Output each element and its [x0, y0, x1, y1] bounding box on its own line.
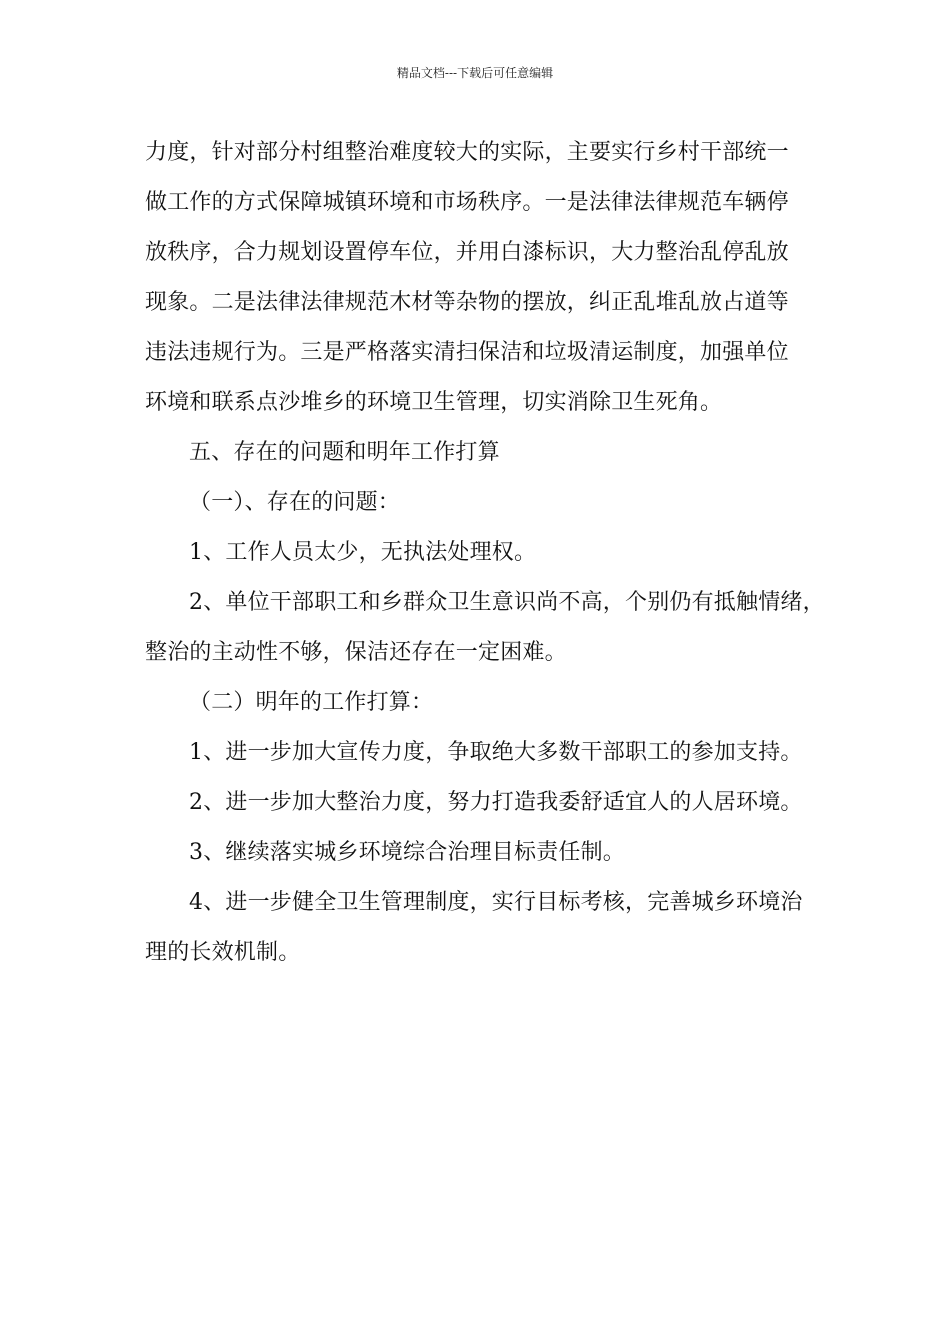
document-body	[145, 128, 825, 978]
subsection-heading: （一）、存在的问题：	[189, 490, 401, 515]
list-item: 4、进一步健全卫生管理制度，实行目标考核，完善城乡环境治	[189, 890, 803, 915]
page-header: 精品文档---下载后可任意编辑	[396, 66, 554, 80]
subsection-heading: （二）明年的工作打算：	[189, 690, 434, 715]
list-item: 2、进一步加大整治力度，努力打造我委舒适宜人的人居环境。	[189, 790, 803, 815]
paragraph-line: 现象。二是法律法律规范木材等杂物的摆放，纠正乱堆乱放占道等	[145, 290, 789, 315]
paragraph-line: 做工作的方式保障城镇环境和市场秩序。一是法律法律规范车辆停	[145, 190, 789, 215]
paragraph-line: 环境和联系点沙堆乡的环境卫生管理，切实消除卫生死角。	[145, 390, 723, 415]
list-item: 2、单位干部职工和乡群众卫生意识尚不高，个别仍有抵触情绪，	[189, 590, 825, 615]
paragraph-line: 违法违规行为。三是严格落实清扫保洁和垃圾清运制度，加强单位	[145, 340, 789, 365]
list-item: 3、继续落实城乡环境综合治理目标责任制。	[189, 840, 625, 865]
paragraph-line: 力度，针对部分村组整治难度较大的实际，主要实行乡村干部统一	[145, 140, 789, 165]
list-item: 1、工作人员太少，无执法处理权。	[189, 540, 537, 565]
paragraph-line: 放秩序，合力规划设置停车位，并用白漆标识，大力整治乱停乱放	[145, 240, 789, 265]
section-heading: 五、存在的问题和明年工作打算	[189, 440, 500, 465]
list-item-continuation: 整治的主动性不够，保洁还存在一定困难。	[145, 640, 567, 665]
list-item: 1、进一步加大宣传力度，争取绝大多数干部职工的参加支持。	[189, 740, 803, 765]
list-item-continuation: 理的长效机制。	[145, 940, 301, 965]
